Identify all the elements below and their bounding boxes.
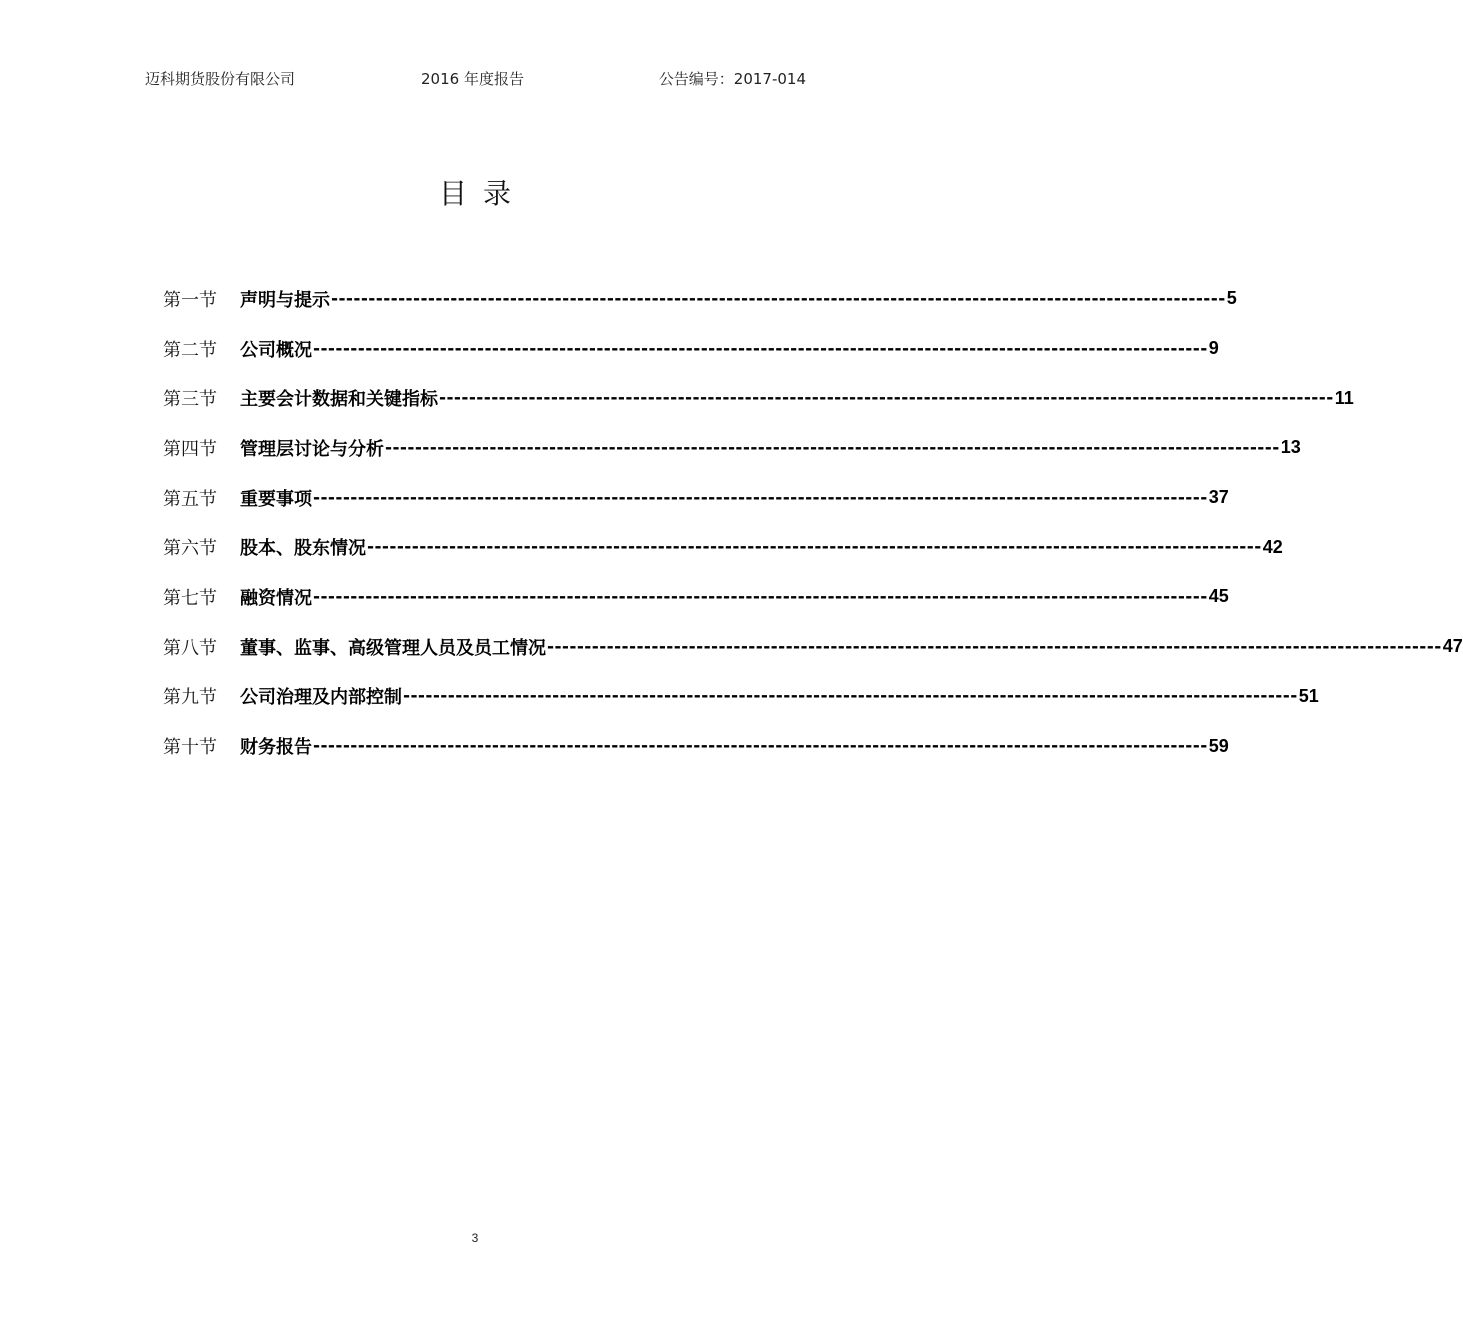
toc-page-number: 13 xyxy=(1280,437,1301,458)
toc-section-number: 第七节 xyxy=(163,587,217,609)
toc-dot-leader: ------------------------------------------------------------------------------------------------------------------------ xyxy=(313,736,1208,757)
toc-section-number: 第十节 xyxy=(163,737,217,759)
header-company-name: 迈科期货股份有限公司 xyxy=(145,70,296,88)
toc-entry[interactable] xyxy=(163,373,1354,423)
toc-section-title: 重要事项 xyxy=(240,488,312,510)
toc-section-title: 股本、股东情况 xyxy=(240,538,366,560)
toc-section-title: 董事、监事、高级管理人员及员工情况 xyxy=(240,637,546,659)
toc-page-number: 51 xyxy=(1298,685,1319,706)
toc-dot-leader: ------------------------------------------------------------------------------------------------------------------------ xyxy=(313,586,1208,607)
toc-dot-leader: ------------------------------------------------------------------------------------------------------------------------ xyxy=(403,686,1298,707)
toc-page-number: 5 xyxy=(1226,288,1237,309)
page-title: 目录 xyxy=(438,177,527,210)
toc-section-number: 第三节 xyxy=(163,389,217,411)
toc-entry[interactable] xyxy=(163,622,1463,672)
toc-section-number: 第四节 xyxy=(163,438,217,460)
toc-dot-leader: ------------------------------------------------------------------------------------------------------------------------ xyxy=(313,338,1208,359)
toc-entry[interactable] xyxy=(163,324,1219,374)
toc-section-title: 公司治理及内部控制 xyxy=(240,687,402,709)
toc-section-title: 公司概况 xyxy=(240,339,312,361)
table-of-contents xyxy=(163,274,1463,771)
toc-dot-leader: ------------------------------------------------------------------------------------------------------------------------ xyxy=(385,437,1280,458)
toc-entry[interactable] xyxy=(163,672,1319,722)
toc-page-number: 45 xyxy=(1208,586,1229,607)
toc-section-title: 财务报告 xyxy=(240,737,312,759)
toc-dot-leader: ------------------------------------------------------------------------------------------------------------------------ xyxy=(367,537,1262,558)
toc-section-number: 第九节 xyxy=(163,687,217,709)
toc-dot-leader: ------------------------------------------------------------------------------------------------------------------------ xyxy=(547,636,1442,657)
toc-page-number: 59 xyxy=(1208,735,1229,756)
toc-entry[interactable] xyxy=(163,522,1283,572)
toc-dot-leader: ------------------------------------------------------------------------------------------------------------------------ xyxy=(331,288,1226,309)
toc-section-number: 第八节 xyxy=(163,637,217,659)
toc-page-number: 37 xyxy=(1208,487,1229,508)
toc-entry[interactable] xyxy=(163,721,1229,771)
toc-section-title: 管理层讨论与分析 xyxy=(240,438,384,460)
toc-section-number: 第六节 xyxy=(163,538,217,560)
footer-page-number: 3 xyxy=(471,1231,479,1245)
toc-section-title: 融资情况 xyxy=(240,587,312,609)
toc-page-number: 9 xyxy=(1208,338,1219,359)
toc-dot-leader: ------------------------------------------------------------------------------------------------------------------------ xyxy=(439,388,1334,409)
toc-entry[interactable] xyxy=(163,572,1229,622)
header-report-title: 2016 年度报告 xyxy=(421,70,524,88)
toc-entry[interactable] xyxy=(163,423,1301,473)
toc-page-number: 11 xyxy=(1334,387,1354,408)
toc-page-number: 47 xyxy=(1442,636,1463,657)
header-announcement-number: 公告编号：2017-014 xyxy=(658,70,806,88)
toc-section-title: 声明与提示 xyxy=(240,289,330,311)
toc-entry[interactable] xyxy=(163,473,1229,523)
toc-section-title: 主要会计数据和关键指标 xyxy=(240,389,438,411)
toc-dot-leader: ------------------------------------------------------------------------------------------------------------------------ xyxy=(313,487,1208,508)
toc-section-number: 第二节 xyxy=(163,339,217,361)
toc-entry[interactable] xyxy=(163,274,1237,324)
toc-section-number: 第一节 xyxy=(163,289,217,311)
toc-page-number: 42 xyxy=(1262,536,1283,557)
toc-section-number: 第五节 xyxy=(163,488,217,510)
